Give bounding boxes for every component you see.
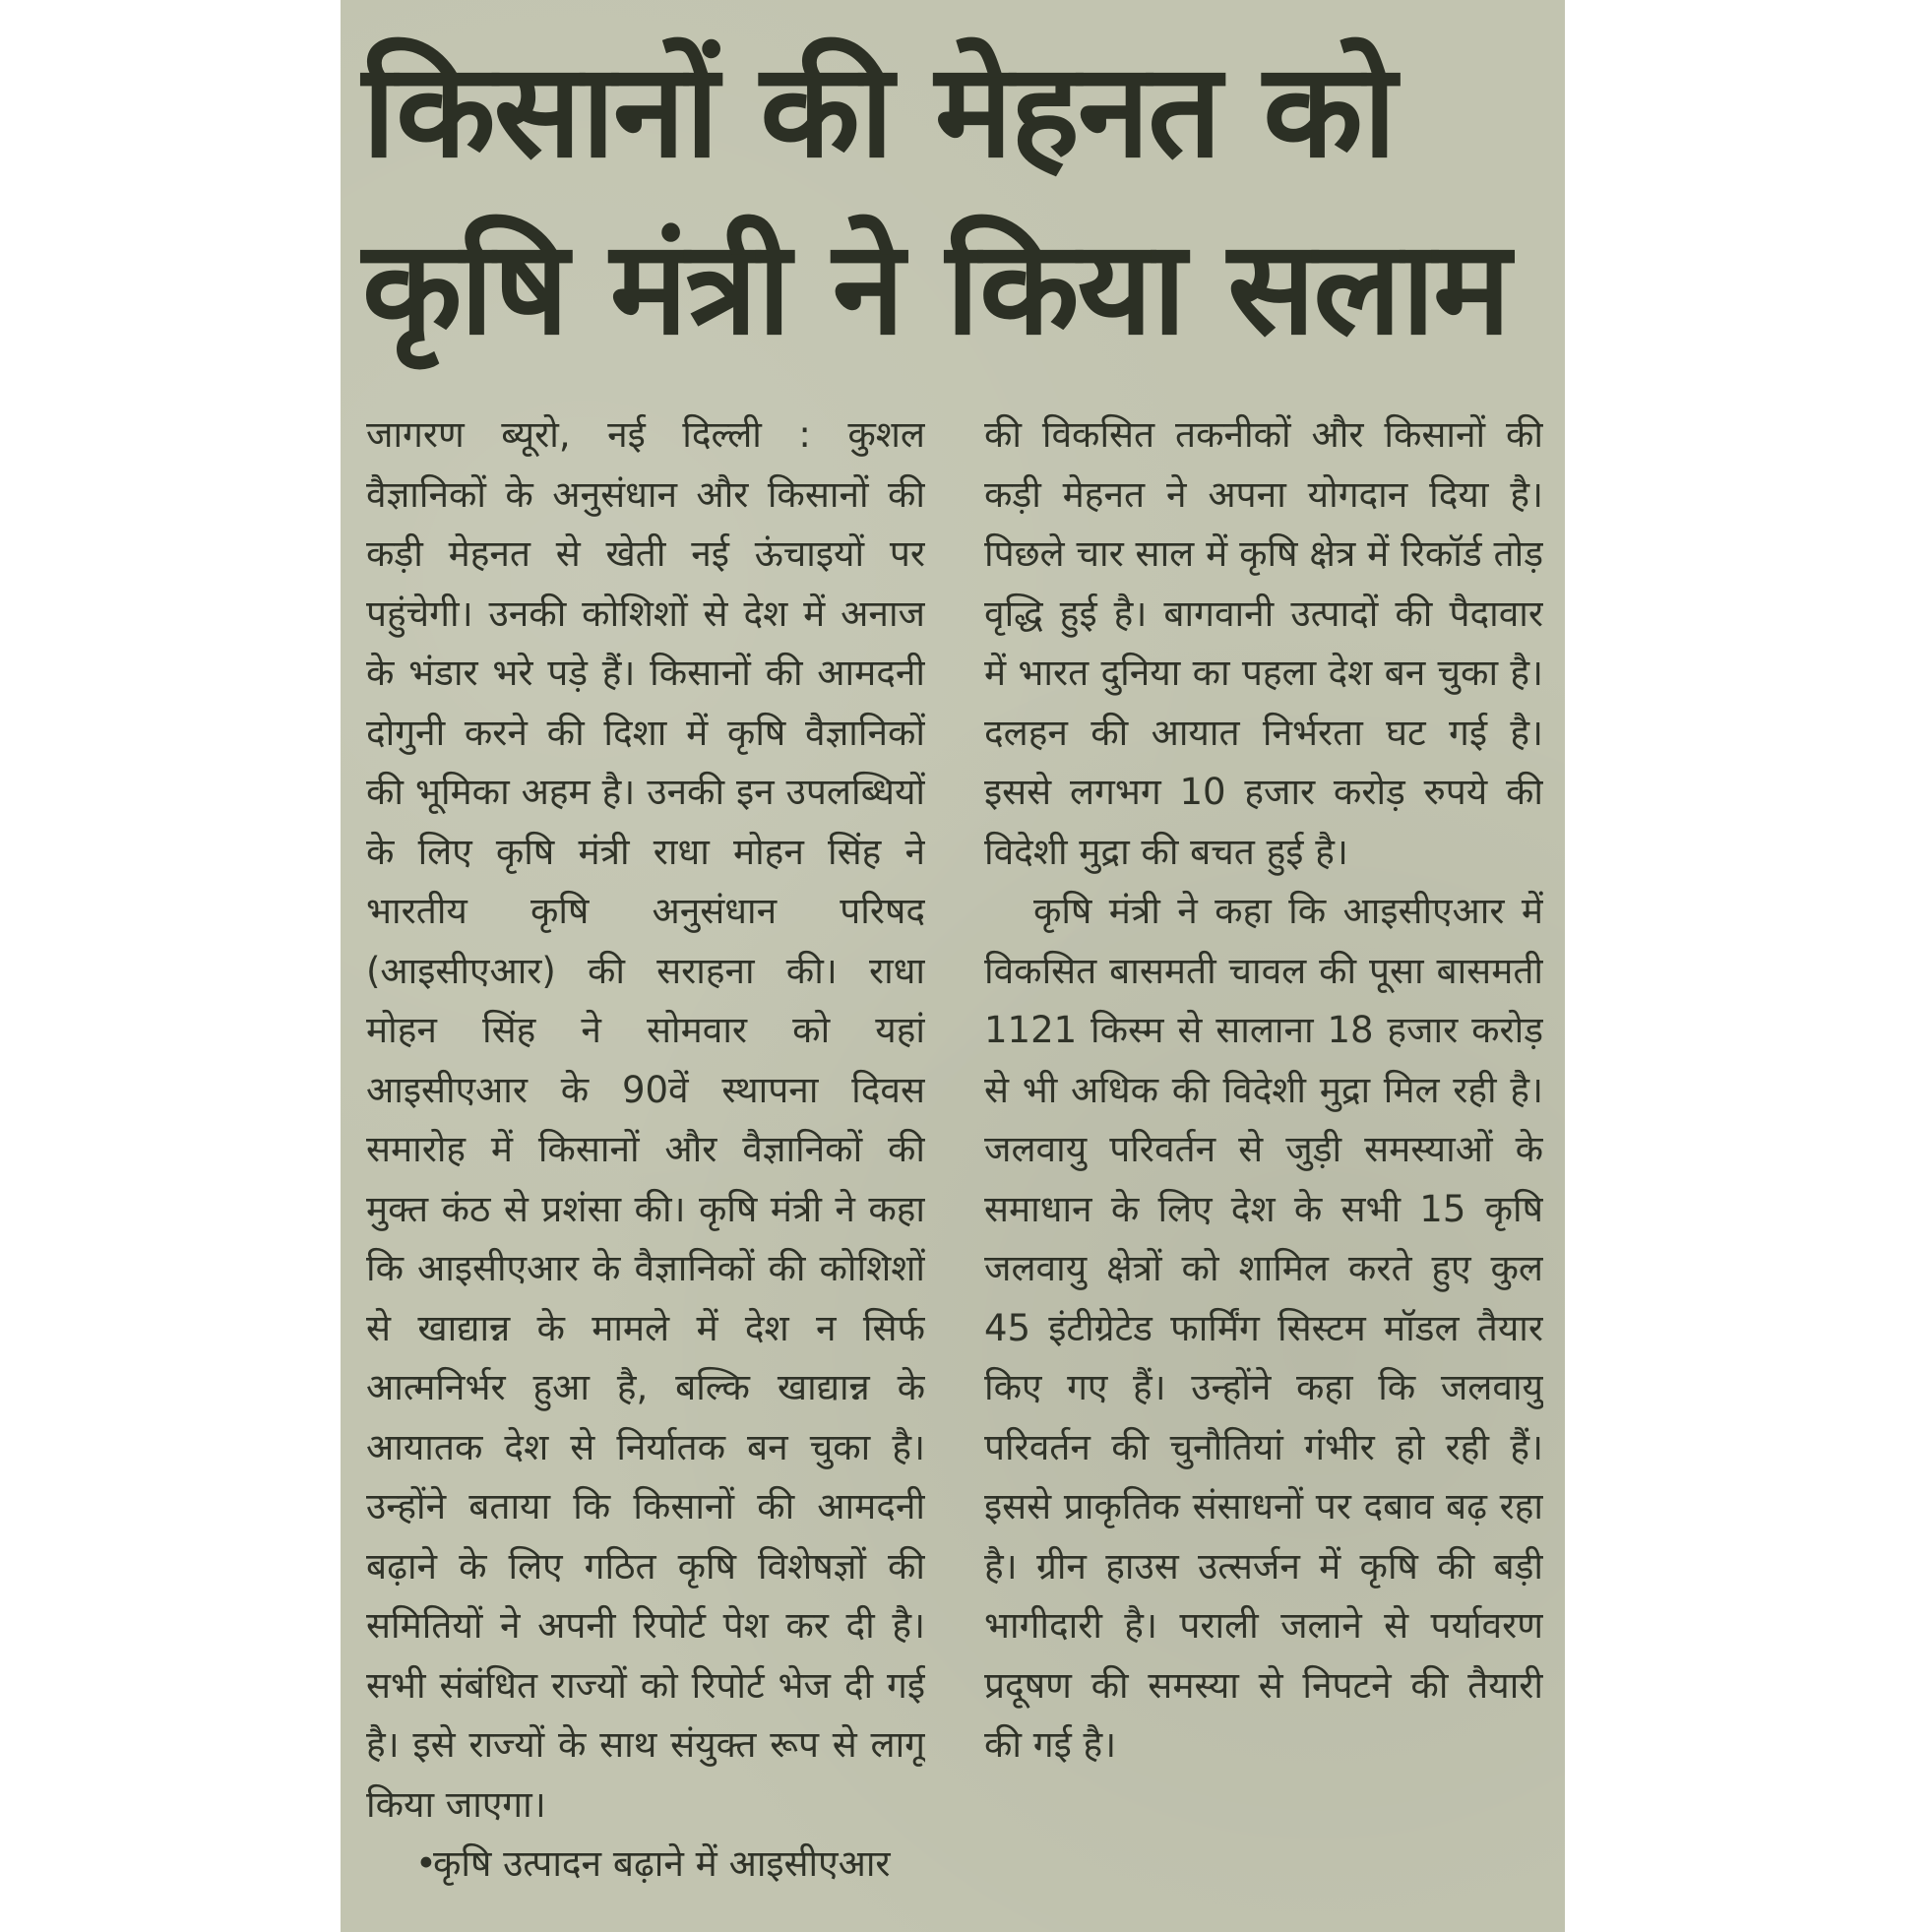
column-left: [366, 405, 925, 1921]
paragraph-right-1: की विकसित तकनीकों और किसानों की कड़ी मेहनत ने अपना योगदान दिया है। पिछले चार साल में कृषि क्षेत्र में रिकॉर्ड तोड़ वृद्धि हुई है। बागवानी उत्पादों की पैदावार में भारत दुनिया का पहला देश बन चुका है। दलहन की आयात निर्भरता घट गई है। इससे लगभग 10 हजार करोड़ रुपये की विदेशी मुद्रा की बचत हुई है।: [984, 413, 1543, 873]
paragraph-left-1: जागरण ब्यूरो, नई दिल्ली : कुशल वैज्ञानिकों के अनुसंधान और किसानों की कड़ी मेहनत से खेती नई ऊंचाइयों पर पहुंचेगी। उनकी कोशिशों से देश में अनाज के भंडार भरे पड़े हैं। किसानों की आमदनी दोगुनी करने की दिशा में कृषि वैज्ञानिकों की भूमिका अहम है। उनकी इन उपलब्धियों के लिए कृषि मंत्री राधा मोहन सिंह ने भारतीय कृषि अनुसंधान परिषद (आइसीएआर) की सराहना की। राधा मोहन सिंह ने सोमवार को यहां आइसीएआर के 90वें स्थापना दिवस समारोह में किसानों और वैज्ञानिकों की मुक्त कंठ से प्रशंसा की। कृषि मंत्री ने कहा कि आइसीएआर के वैज्ञानिकों की कोशिशों से खाद्यान्न के मामले में देश न सिर्फ आत्मनिर्भर हुआ है, बल्कि खाद्यान्न के आयातक देश से निर्यातक बन चुका है। उन्होंने बताया कि किसानों की आमदनी बढ़ाने के लिए गठित कृषि विशेषज्ञों की समितियों ने अपनी रिपोर्ट पेश कर दी है। सभी संबंधित राज्यों को रिपोर्ट भेज दी गई है। इसे राज्यों के साथ संयुक्त रूप से लागू किया जाएगा।: [366, 413, 925, 1826]
column-right: [984, 405, 1543, 1921]
headline: [362, 28, 1543, 382]
paragraph-left-2-text: कृषि उत्पादन बढ़ाने में आइसीएआर: [433, 1842, 891, 1885]
paragraph-right-2: कृषि मंत्री ने कहा कि आइसीएआर में विकसित बासमती चावल की पूसा बासमती 1121 किस्म से सालाना 18 हजार करोड़ से भी अधिक की विदेशी मुद्रा मिल रही है। जलवायु परिवर्तन से जुड़ी समस्याओं के समाधान के लिए देश के सभी 15 कृषि जलवायु क्षेत्रों को शामिल करते हुए कुल 45 इंटीग्रेटेड फार्मिंग सिस्टम मॉडल तैयार किए गए हैं। उन्होंने कहा कि जलवायु परिवर्तन की चुनौतियां गंभीर हो रही हैं। इससे प्राकृतिक संसाधनों पर दबाव बढ़ रहा है। ग्रीन हाउस उत्सर्जन में कृषि की बड़ी भागीदारी है। पराली जलाने से पर्यावरण प्रदूषण की समस्या से निपटने की तैयारी की गई है।: [984, 890, 1543, 1766]
headline-line-2: कृषि मंत्री ने किया सलाम: [362, 213, 1510, 364]
article-body: [366, 405, 1543, 1921]
bullet-mark: •: [415, 1842, 437, 1885]
headline-line-1: किसानों की मेहनत को: [362, 35, 1395, 187]
paragraph-left-2: [366, 1835, 925, 1895]
newspaper-clipping: [341, 0, 1565, 1932]
